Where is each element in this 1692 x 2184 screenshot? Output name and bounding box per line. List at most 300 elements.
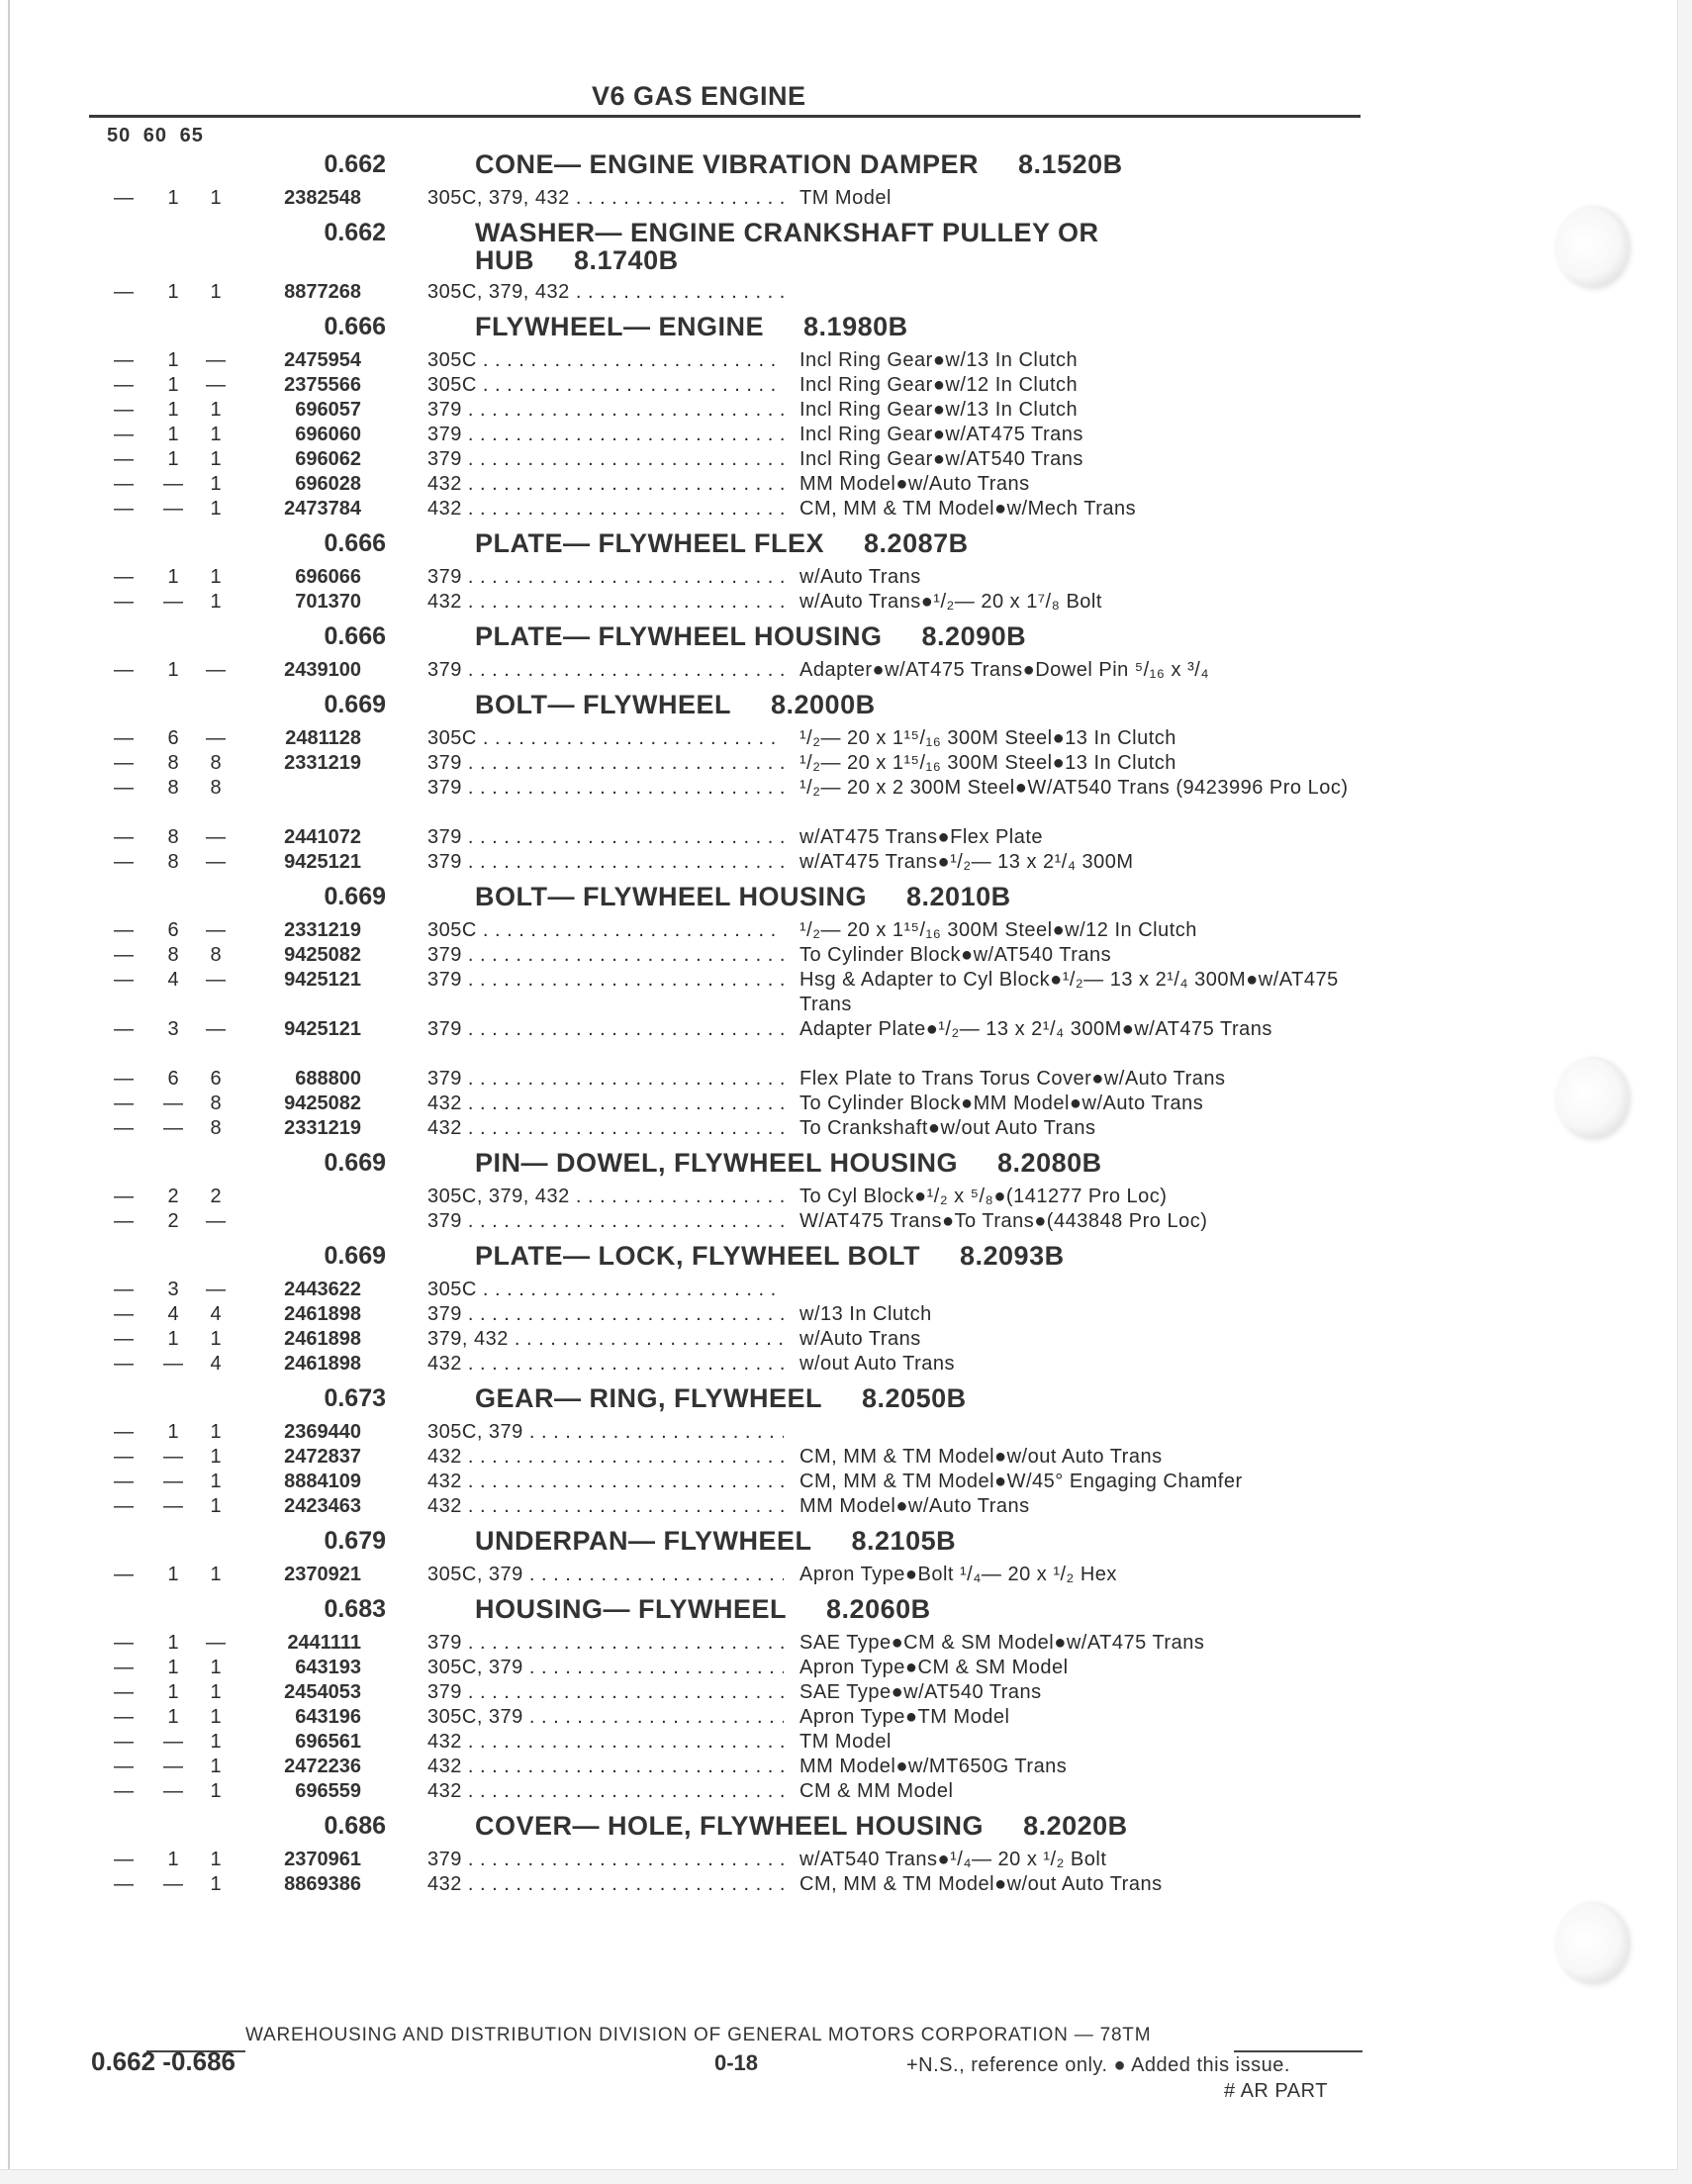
section-heading [0, 1587, 1385, 1631]
application: 379 . . . [427, 447, 784, 472]
qty-65: 1 [210, 1849, 222, 1870]
application: 432 . . . [427, 1730, 784, 1755]
part-section [0, 1141, 1385, 1234]
description: TM Model [799, 1731, 892, 1753]
application: 379 . . . [427, 658, 784, 683]
qty-65: 1 [210, 1706, 222, 1728]
qty-65: 1 [210, 281, 222, 303]
section-heading [0, 1377, 1385, 1420]
qty-50: — [114, 566, 134, 588]
section-number: 0.666 [324, 313, 386, 340]
qty-60: — [163, 1873, 183, 1895]
section-title-block [475, 1527, 1247, 1555]
part-section [0, 1377, 1385, 1519]
part-row [0, 1779, 1385, 1804]
part-number: 9425082 [284, 1092, 361, 1114]
qty-65: 1 [210, 399, 222, 421]
qty-65: 8 [210, 944, 222, 966]
application: 305C . . . [427, 373, 784, 398]
qty-65: — [206, 1279, 226, 1300]
part-section [0, 522, 1385, 615]
qty-65: 1 [210, 1446, 222, 1468]
qty-60: 1 [167, 399, 179, 421]
part-number: 2331219 [284, 1117, 361, 1139]
qty-65: 1 [210, 1495, 222, 1517]
qty-50: — [114, 1117, 134, 1139]
section-heading [0, 615, 1385, 658]
application: 432 . . . [427, 1445, 784, 1470]
qty-50: — [114, 659, 134, 681]
qty-50: — [114, 591, 134, 613]
part-row [0, 280, 1385, 305]
application: 432 . . . [427, 1494, 784, 1519]
qty-50: — [114, 1068, 134, 1090]
qty-60: 1 [167, 281, 179, 303]
section-heading [0, 683, 1385, 726]
part-row [0, 423, 1385, 447]
section-title-block [475, 1595, 1247, 1623]
section-heading [0, 211, 1385, 280]
section-number: 0.686 [324, 1812, 386, 1840]
qty-50: — [114, 1186, 134, 1207]
part-number: 9425121 [284, 969, 361, 991]
section-ref: 8.2090B [921, 621, 1027, 651]
qty-65: 1 [210, 187, 222, 209]
qty-50: — [114, 969, 134, 991]
section-title: BOLT— FLYWHEEL HOUSING [475, 882, 868, 911]
description: w/Auto Trans [799, 566, 921, 588]
qty-50: — [114, 349, 134, 371]
description: Adapter●w/AT475 Trans●Dowel Pin ⁵/₁₆ x ³/₄ [799, 659, 1209, 681]
section-title: BOLT— FLYWHEEL [475, 690, 731, 719]
part-number: 2481128 [285, 727, 361, 749]
qty-65: 1 [210, 1756, 222, 1777]
part-section [0, 1234, 1385, 1377]
description: CM, MM & TM Model●w/Mech Trans [799, 498, 1137, 520]
description: MM Model●w/Auto Trans [799, 1495, 1030, 1517]
part-number: 2472236 [284, 1756, 361, 1777]
qty-65: 2 [210, 1186, 222, 1207]
qty-50: — [114, 1873, 134, 1895]
section-heading [0, 1234, 1385, 1278]
part-row [0, 1705, 1385, 1730]
section-title-block [475, 219, 1247, 274]
section-title: COVER— HOLE, FLYWHEEL HOUSING [475, 1811, 985, 1841]
application: 305C . . . [427, 1278, 784, 1302]
part-row [0, 1420, 1385, 1445]
qty-60: — [163, 1446, 183, 1468]
part-row [0, 497, 1385, 522]
description: w/Auto Trans [799, 1328, 921, 1350]
part-number: 2382548 [284, 187, 361, 209]
application: 305C, 379, 432 . . . [427, 280, 784, 305]
qty-65: — [206, 1210, 226, 1232]
part-row [0, 1067, 1385, 1092]
application: 379 . . . [427, 1017, 784, 1042]
qty-60: — [163, 1731, 183, 1753]
part-number: 696561 [295, 1731, 361, 1753]
description: To Cylinder Block●MM Model●w/Auto Trans [799, 1092, 1204, 1114]
section-ref: 8.2087B [864, 528, 969, 558]
part-section [0, 1587, 1385, 1804]
section-ref: 8.1740B [574, 245, 679, 275]
part-row [0, 1872, 1385, 1897]
part-number: 2475954 [284, 349, 361, 371]
parts-list [0, 142, 1385, 1897]
qty-50: — [114, 424, 134, 445]
binder-hole [1555, 1057, 1629, 1138]
qty-50: — [114, 1681, 134, 1703]
header-rule [89, 115, 1361, 118]
section-number: 0.669 [324, 691, 386, 718]
part-row [0, 968, 1385, 1017]
section-ref: 8.2080B [997, 1148, 1102, 1178]
part-number: 2454053 [284, 1681, 361, 1703]
section-title: PLATE— LOCK, FLYWHEEL BOLT [475, 1241, 920, 1271]
qty-50: — [114, 1564, 134, 1585]
qty-65: 4 [210, 1353, 222, 1375]
qty-50: — [114, 1018, 134, 1040]
application: 379 . . . [427, 776, 784, 801]
qty-50: — [114, 187, 134, 209]
part-row [0, 658, 1385, 683]
qty-50: — [114, 1421, 134, 1443]
section-heading [0, 305, 1385, 348]
qty-50: — [114, 777, 134, 799]
description: Incl Ring Gear●w/AT475 Trans [799, 424, 1083, 445]
section-title: WASHER— ENGINE CRANKSHAFT PULLEY OR HUB [475, 218, 1099, 275]
footer-page-range: 0.662 -0.686 [91, 2046, 236, 2076]
qty-65: — [206, 826, 226, 848]
qty-60: 6 [167, 919, 179, 941]
section-title: PLATE— FLYWHEEL FLEX [475, 528, 825, 558]
qty-50: — [114, 1092, 134, 1114]
qty-50: — [114, 281, 134, 303]
part-number: 696057 [295, 399, 361, 421]
part-row [0, 590, 1385, 615]
section-ref: 8.2050B [862, 1383, 967, 1413]
qty-60: 1 [167, 1657, 179, 1678]
part-number: 2441072 [284, 826, 361, 848]
qty-50: — [114, 1353, 134, 1375]
section-ref: 8.2000B [771, 690, 876, 719]
part-section [0, 211, 1385, 305]
section-ref: 8.1980B [803, 312, 908, 341]
footer-rule-right [1234, 2050, 1363, 2052]
part-number: 2370961 [284, 1849, 361, 1870]
qty-65: 8 [210, 777, 222, 799]
part-section [0, 875, 1385, 1141]
section-title-block [475, 529, 1247, 557]
section-heading [0, 522, 1385, 565]
qty-65: — [206, 349, 226, 371]
qty-60: — [163, 1756, 183, 1777]
qty-60: — [163, 1353, 183, 1375]
qty-65: — [206, 969, 226, 991]
qty-60: 2 [167, 1210, 179, 1232]
page-title: V6 GAS ENGINE [592, 81, 806, 111]
part-row [0, 1470, 1385, 1494]
qty-50: — [114, 944, 134, 966]
qty-60: 8 [167, 944, 179, 966]
description: ¹/₂— 20 x 2 300M Steel●W/AT540 Trans (9423996 Pro Loc) [799, 777, 1349, 799]
part-row [0, 1352, 1385, 1377]
qty-60: 1 [167, 1632, 179, 1654]
part-number: 8869386 [284, 1873, 361, 1895]
qty-60: 4 [167, 1303, 179, 1325]
qty-65: 8 [210, 1117, 222, 1139]
qty-65: 1 [210, 448, 222, 470]
qty-50: — [114, 851, 134, 873]
application: 379 . . . [427, 1209, 784, 1234]
qty-65: 4 [210, 1303, 222, 1325]
qty-60: 6 [167, 1068, 179, 1090]
section-title-block [475, 1384, 1247, 1412]
part-row [0, 447, 1385, 472]
part-row [0, 373, 1385, 398]
description: w/out Auto Trans [799, 1353, 955, 1375]
description: Adapter Plate●¹/₂— 13 x 2¹/₄ 300M●w/AT475 Trans [799, 1018, 1272, 1040]
part-row [0, 850, 1385, 875]
description: CM, MM & TM Model●W/45° Engaging Chamfer [799, 1471, 1243, 1492]
qty-50: — [114, 1446, 134, 1468]
section-number: 0.679 [324, 1527, 386, 1555]
part-number: 2443622 [284, 1279, 361, 1300]
description: Hsg & Adapter to Cyl Block●¹/₂— 13 x 2¹/₄ 300M●w/AT475 Trans [799, 969, 1339, 1015]
qty-50: — [114, 1849, 134, 1870]
section-heading [0, 1519, 1385, 1563]
qty-65: 1 [210, 1471, 222, 1492]
part-number: 2369440 [284, 1421, 361, 1443]
description: ¹/₂— 20 x 1¹⁵/₁₆ 300M Steel●w/12 In Clutch [799, 919, 1197, 941]
description: CM, MM & TM Model●w/out Auto Trans [799, 1873, 1163, 1895]
part-row [0, 1327, 1385, 1352]
footer-division: WAREHOUSING AND DISTRIBUTION DIVISION OF GENERAL MOTORS CORPORATION — 78TM [245, 2025, 1152, 2045]
part-row [0, 1209, 1385, 1234]
application: 305C, 379 . . . [427, 1563, 784, 1587]
part-row [0, 1185, 1385, 1209]
application: 432 . . . [427, 497, 784, 522]
part-number: 2331219 [284, 919, 361, 941]
description: CM & MM Model [799, 1780, 954, 1802]
part-row [0, 726, 1385, 751]
qty-60: 1 [167, 1849, 179, 1870]
qty-60: 1 [167, 374, 179, 396]
qty-65: 8 [210, 752, 222, 774]
section-title: HOUSING— FLYWHEEL [475, 1594, 788, 1624]
qty-50: — [114, 374, 134, 396]
qty-65: 1 [210, 1328, 222, 1350]
section-ref: 8.2010B [906, 882, 1011, 911]
part-section [0, 1519, 1385, 1587]
part-number: 643193 [295, 1657, 361, 1678]
part-number: 2461898 [284, 1303, 361, 1325]
part-number: 9425121 [284, 1018, 361, 1040]
qty-60: 8 [167, 752, 179, 774]
application: 305C . . . [427, 348, 784, 373]
qty-50: — [114, 498, 134, 520]
description: Apron Type●CM & SM Model [799, 1657, 1069, 1678]
application: 432 . . . [427, 472, 784, 497]
application: 432 . . . [427, 1779, 784, 1804]
qty-65: 1 [210, 1657, 222, 1678]
part-number: 2439100 [284, 659, 361, 681]
part-number: 2472837 [284, 1446, 361, 1468]
qty-60: — [163, 1495, 183, 1517]
part-row [0, 943, 1385, 968]
part-number: 2423463 [284, 1495, 361, 1517]
description: To Cyl Block●¹/₂ x ⁵/₈●(141277 Pro Loc) [799, 1186, 1168, 1207]
part-row [0, 1848, 1385, 1872]
section-ref: 8.2020B [1023, 1811, 1128, 1841]
qty-60: 1 [167, 1564, 179, 1585]
application: 379 . . . [427, 1631, 784, 1656]
part-number: 696028 [295, 473, 361, 495]
application: 305C . . . [427, 726, 784, 751]
qty-50: — [114, 919, 134, 941]
qty-60: 1 [167, 187, 179, 209]
qty-50: — [114, 1279, 134, 1300]
part-row [0, 1445, 1385, 1470]
qty-65: 1 [210, 1873, 222, 1895]
description: To Crankshaft●w/out Auto Trans [799, 1117, 1096, 1139]
part-row [0, 1302, 1385, 1327]
qty-65: 1 [210, 498, 222, 520]
application: 379 . . . [427, 968, 784, 993]
part-row [0, 1631, 1385, 1656]
part-row [0, 565, 1385, 590]
qty-50: — [114, 826, 134, 848]
part-number: 696060 [295, 424, 361, 445]
section-title-block [475, 1149, 1247, 1177]
part-row [0, 398, 1385, 423]
part-row [0, 1563, 1385, 1587]
application: 305C, 379, 432 . . . [427, 1185, 784, 1209]
qty-60: 8 [167, 777, 179, 799]
description: W/AT475 Trans●To Trans●(443848 Pro Loc) [799, 1210, 1208, 1232]
qty-65: — [206, 1632, 226, 1654]
part-row [0, 348, 1385, 373]
section-heading [0, 1141, 1385, 1185]
part-number: 2370921 [284, 1564, 361, 1585]
application: 379 . . . [427, 1302, 784, 1327]
qty-60: 3 [167, 1279, 179, 1300]
qty-65: 1 [210, 566, 222, 588]
application: 432 . . . [427, 1470, 784, 1494]
qty-60: 2 [167, 1186, 179, 1207]
part-row [0, 1755, 1385, 1779]
part-number: 2473784 [284, 498, 361, 520]
section-number: 0.669 [324, 1149, 386, 1177]
description: Apron Type●TM Model [799, 1706, 1010, 1728]
qty-60: 1 [167, 349, 179, 371]
description: ¹/₂— 20 x 1¹⁵/₁₆ 300M Steel●13 In Clutch [799, 752, 1176, 774]
section-title-block [475, 622, 1247, 650]
page-number: 0-18 [714, 2050, 759, 2075]
qty-60: 1 [167, 566, 179, 588]
qty-65: — [206, 727, 226, 749]
qty-60: 1 [167, 1421, 179, 1443]
qty-60: 1 [167, 448, 179, 470]
part-section [0, 615, 1385, 683]
part-number: 696559 [295, 1780, 361, 1802]
part-number: 2331219 [284, 752, 361, 774]
application: 379 . . . [427, 398, 784, 423]
part-row [0, 825, 1385, 850]
qty-65: 1 [210, 591, 222, 613]
section-number: 0.662 [324, 219, 386, 246]
binder-hole [1555, 206, 1629, 287]
qty-65: — [206, 374, 226, 396]
section-title-block [475, 150, 1247, 178]
qty-50: — [114, 752, 134, 774]
qty-65: 1 [210, 1564, 222, 1585]
qty-60: 1 [167, 1328, 179, 1350]
part-number: 9425082 [284, 944, 361, 966]
description: Incl Ring Gear●w/13 In Clutch [799, 349, 1079, 371]
part-number: 696066 [295, 566, 361, 588]
qty-65: 6 [210, 1068, 222, 1090]
section-title: CONE— ENGINE VIBRATION DAMPER [475, 149, 980, 179]
qty-60: 8 [167, 851, 179, 873]
section-heading [0, 875, 1385, 918]
binder-hole [1555, 1902, 1629, 1983]
description: w/13 In Clutch [799, 1303, 932, 1325]
part-row [0, 751, 1385, 776]
part-section [0, 142, 1385, 211]
section-number: 0.669 [324, 1242, 386, 1270]
description: TM Model [799, 187, 892, 209]
application: 379 . . . [427, 825, 784, 850]
part-row [0, 472, 1385, 497]
application: 305C, 379, 432 . . . [427, 186, 784, 211]
qty-50: — [114, 1495, 134, 1517]
qty-65: — [206, 851, 226, 873]
qty-50: — [114, 727, 134, 749]
qty-65: — [206, 1018, 226, 1040]
qty-60: — [163, 1471, 183, 1492]
qty-50: — [114, 1328, 134, 1350]
qty-50: — [114, 1210, 134, 1232]
description: SAE Type●CM & SM Model●w/AT475 Trans [799, 1632, 1205, 1654]
application: 379 . . . [427, 751, 784, 776]
qty-65: 1 [210, 1681, 222, 1703]
qty-65: 1 [210, 424, 222, 445]
section-title-block [475, 1242, 1247, 1270]
section-heading [0, 1804, 1385, 1848]
qty-60: 4 [167, 969, 179, 991]
qty-60: 1 [167, 424, 179, 445]
description: Flex Plate to Trans Torus Cover●w/Auto Trans [799, 1068, 1226, 1090]
application: 305C . . . [427, 918, 784, 943]
section-title: UNDERPAN— FLYWHEEL [475, 1526, 812, 1556]
qty-65: — [206, 919, 226, 941]
qty-50: — [114, 1756, 134, 1777]
part-number: 2461898 [284, 1353, 361, 1375]
description: Incl Ring Gear●w/AT540 Trans [799, 448, 1083, 470]
part-number: 2461898 [284, 1328, 361, 1350]
description: w/AT540 Trans●¹/₄— 20 x ¹/₂ Bolt [799, 1849, 1107, 1870]
qty-60: — [163, 591, 183, 613]
description: SAE Type●w/AT540 Trans [799, 1681, 1042, 1703]
qty-60: 8 [167, 826, 179, 848]
qty-50: — [114, 1731, 134, 1753]
part-section [0, 1804, 1385, 1897]
column-headings: 50 60 65 [107, 125, 204, 146]
application: 305C, 379 . . . [427, 1420, 784, 1445]
qty-60: 6 [167, 727, 179, 749]
part-row [0, 1730, 1385, 1755]
